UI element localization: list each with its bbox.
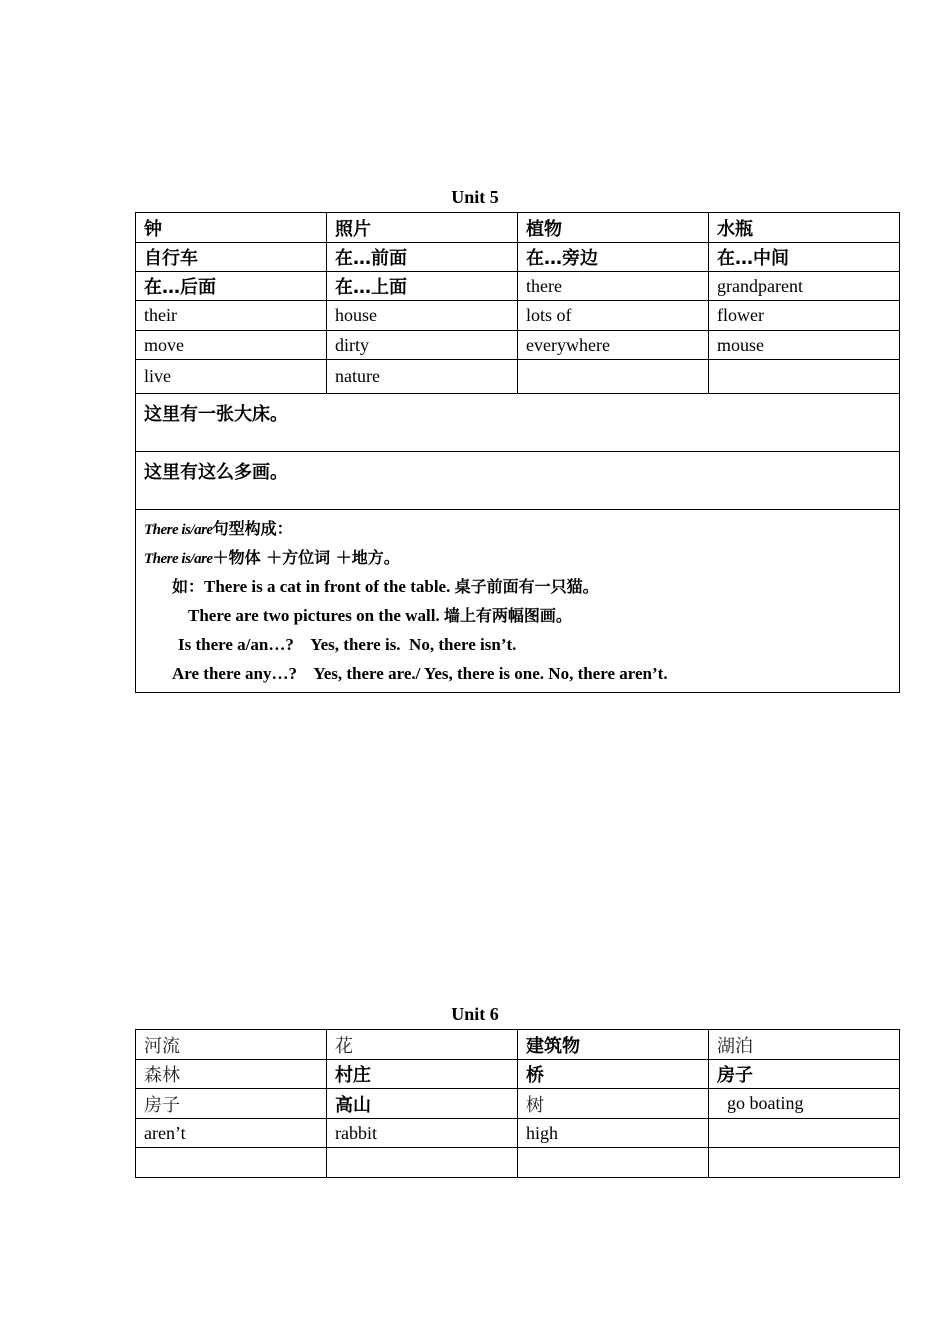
vocab-cell: go boating — [709, 1089, 900, 1119]
vocab-cell: 房子 — [136, 1089, 327, 1119]
vocab-cell: grandparent — [709, 272, 900, 301]
vocab-cell: there — [518, 272, 709, 301]
vocab-cell: house — [327, 301, 518, 331]
unit5-table — [135, 212, 900, 693]
vocab-cell: nature — [327, 360, 518, 394]
sentence-cell-2: 这里有这么多画。 — [136, 452, 900, 510]
table-row — [136, 213, 900, 243]
vocab-cell: 建筑物 — [518, 1030, 709, 1060]
vocab-cell: 在…中间 — [709, 243, 900, 272]
grammar-line: There is/are＋物体 ＋方位词 ＋地方。 — [144, 548, 400, 567]
vocab-cell — [709, 1119, 900, 1148]
vocab-cell — [136, 1148, 327, 1178]
vocab-cell: 在…后面 — [136, 272, 327, 301]
vocab-cell: lots of — [518, 301, 709, 331]
vocab-cell — [518, 1148, 709, 1178]
table-row — [136, 360, 900, 394]
vocab-cell: 房子 — [709, 1060, 900, 1089]
vocab-cell: 村庄 — [327, 1060, 518, 1089]
grammar-cell — [136, 510, 900, 693]
vocab-cell: move — [136, 331, 327, 360]
vocab-cell: 自行车 — [136, 243, 327, 272]
vocab-cell: high — [518, 1119, 709, 1148]
table-row — [136, 243, 900, 272]
vocab-cell: live — [136, 360, 327, 394]
table-row — [136, 331, 900, 360]
unit6-title: Unit 6 — [451, 1004, 499, 1024]
table-row — [136, 1148, 900, 1178]
vocab-cell: 树 — [518, 1089, 709, 1119]
table-row — [136, 272, 900, 301]
table-row — [136, 452, 900, 510]
vocab-cell: flower — [709, 301, 900, 331]
vocab-cell — [709, 1148, 900, 1178]
vocab-cell: 钟 — [136, 213, 327, 243]
table-row — [136, 1119, 900, 1148]
vocab-cell: 桥 — [518, 1060, 709, 1089]
table-row — [136, 301, 900, 331]
grammar-line: There is/are句型构成： — [144, 519, 293, 538]
vocab-cell: 高山 — [327, 1089, 518, 1119]
vocab-cell: rabbit — [327, 1119, 518, 1148]
vocab-cell: 照片 — [327, 213, 518, 243]
vocab-cell: 森林 — [136, 1060, 327, 1089]
unit5-title: Unit 5 — [451, 187, 499, 207]
vocab-cell: 河流 — [136, 1030, 327, 1060]
vocab-cell: 水瓶 — [709, 213, 900, 243]
vocab-cell: 植物 — [518, 213, 709, 243]
vocab-cell — [518, 360, 709, 394]
vocab-cell — [327, 1148, 518, 1178]
vocab-cell: their — [136, 301, 327, 331]
table-row — [136, 1030, 900, 1060]
vocab-cell: 在…上面 — [327, 272, 518, 301]
sentence-cell-1: 这里有一张大床。 — [136, 394, 900, 452]
vocab-cell: 在…前面 — [327, 243, 518, 272]
table-row — [136, 394, 900, 452]
vocab-cell: mouse — [709, 331, 900, 360]
table-row — [136, 1060, 900, 1089]
vocab-cell: dirty — [327, 331, 518, 360]
grammar-example: 如：There is a cat in front of the table. 桌子前面有一只猫。 — [172, 577, 599, 596]
vocab-cell: 在…旁边 — [518, 243, 709, 272]
grammar-example: There are two pictures on the wall. 墙上有两幅图画。 — [188, 606, 572, 625]
vocab-cell: 湖泊 — [709, 1030, 900, 1060]
table-row — [136, 510, 900, 693]
grammar-example: Is there a/an…? Yes, there is. No, there isn’t. — [178, 635, 517, 654]
table-row — [136, 1089, 900, 1119]
vocab-cell: aren’t — [136, 1119, 327, 1148]
grammar-example: Are there any…? Yes, there are./ Yes, there is one. No, there aren’t. — [172, 664, 668, 683]
unit6-table — [135, 1029, 900, 1178]
vocab-cell — [709, 360, 900, 394]
vocab-cell: 花 — [327, 1030, 518, 1060]
vocab-cell: everywhere — [518, 331, 709, 360]
